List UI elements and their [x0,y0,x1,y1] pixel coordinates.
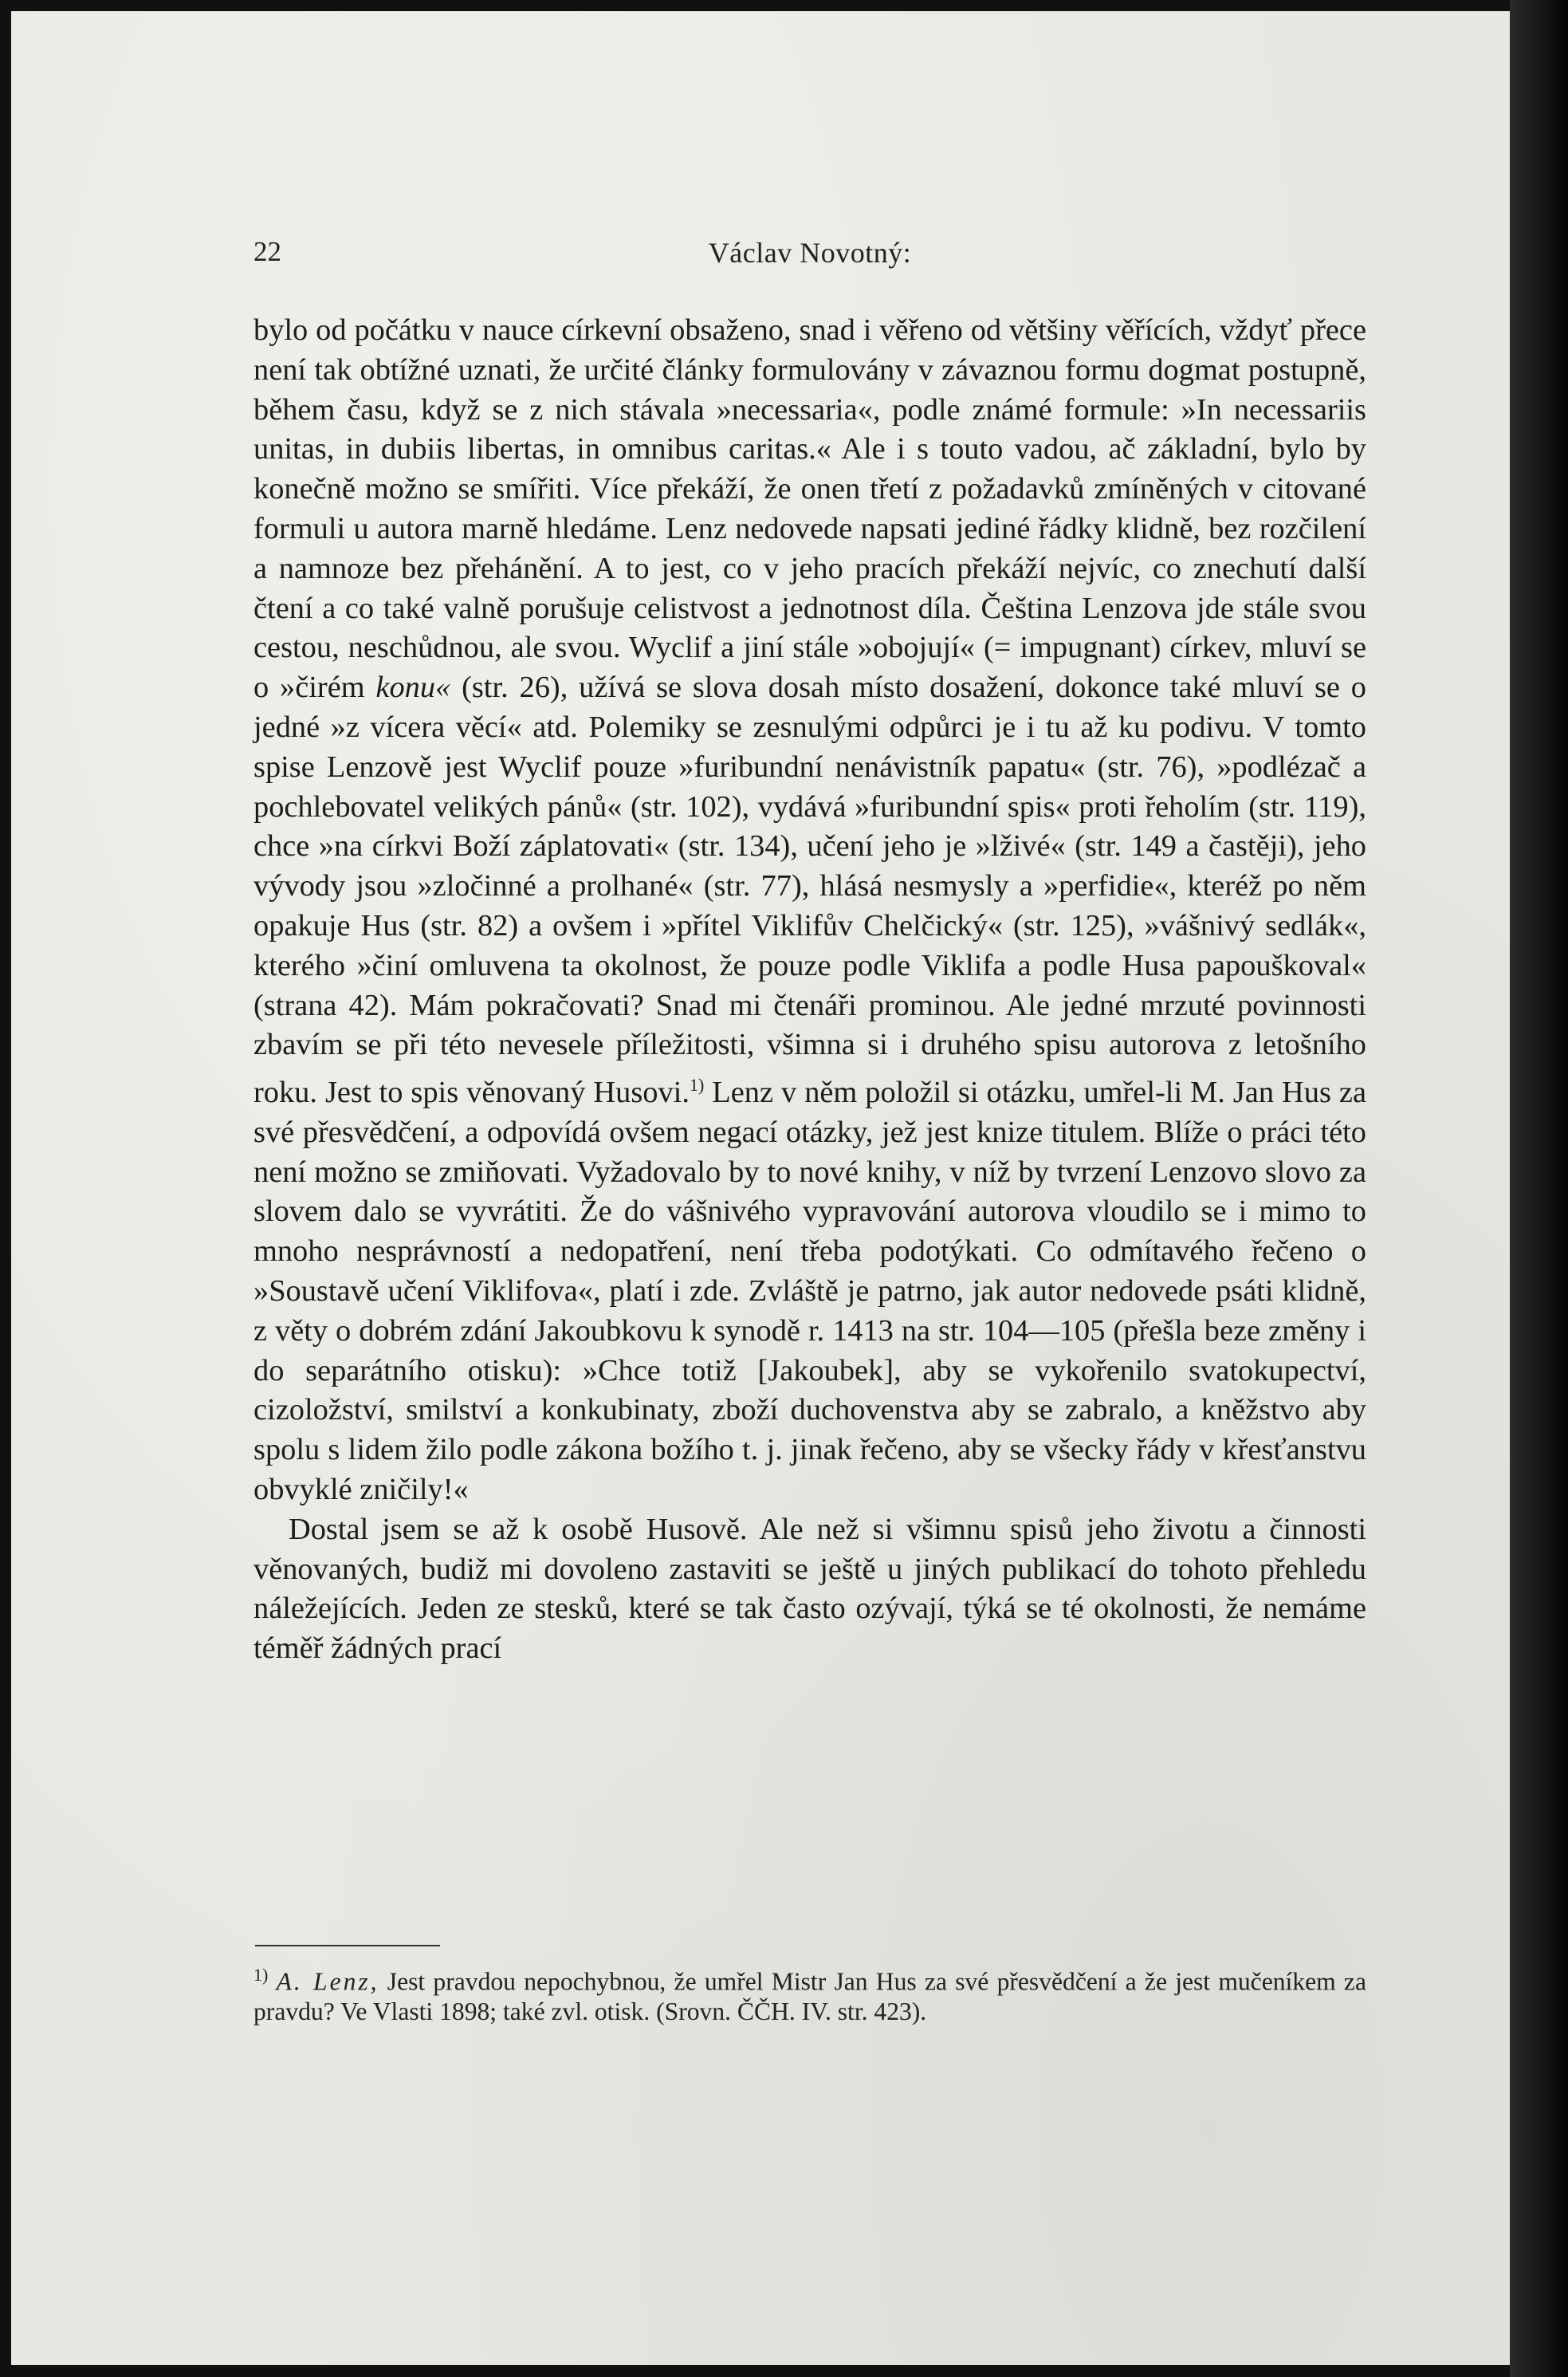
page-edge-shadow [1510,0,1568,2377]
paragraph-1 [253,311,1366,1510]
page-number: 22 [253,236,281,267]
footnote-divider [255,1945,440,1946]
running-head: Václav Novotný: [708,237,912,269]
footnote-text: Jest pravdou nepochybnou, že umřel Mistr Jan Hus za své přesvědčení a že jest mučeníkem za pravdu? Ve Vlasti 1898; také zvl. otisk. (Srovn. ČČH. IV. str. 423). [253,1967,1366,2025]
paragraph-1-text-end: Lenz v něm položil si otázku, umřel-li M. Jan Hus za své přesvědčení, a odpovídá ovšem negací otázky, jež jest knize titulem. Blíže o práci této není možno se zmiňovati. Vyžadovalo by to nové knihy, v níž by tvrzení Lenzovo slovo za slovem dalo se vyvrátiti. Že do vášnivého vypravování autorova vloudilo se i mimo to mnoho nesprávností a nedopatření, není třeba podotýkati. Co odmítavého řečeno o »Soustavě učení Viklifova«, platí i zde. Zvláště je patrno, jak autor nedovede psáti klidně, z věty o dobrém zdání Jakoubkovu k synodě r. 1413 na str. 104—105 (přešla beze změny i do separátního otisku): »Chce totiž [Jakoubek], aby se vykořenilo svatokupectví, cizoložství, smilství a konkubinaty, zboží duchovenstva aby se zabralo, a kněžstvo aby spolu s lidem žilo podle zákona božího t. j. jinak řečeno, aby se všecky řády v křesťanstvu obvyklé zničily!« [253,1075,1366,1506]
paragraph-2 [253,1510,1366,1669]
paragraph-1-text-after: (str. 26), užívá se slova dosah místo dosažení, dokonce také mluví se o jedné »z vícera věcí« atd. Polemiky se zesnulými odpůrci je i tu až ku podivu. V tomto spise Lenzově jest Wyclif pouze »furibundní nenávistník papatu« (str. 76), »podlézač a pochlebovatel velikých pánů« (str. 102), vydává »furibundní spis« proti řeholím (str. 119), chce »na církvi Boží záplatovati« (str. 134), učení jeho je »lživé« (str. 149 a častěji), jeho vývody jsou »zločinné a prolhané« (str. 77), hlásá nesmysly a »perfidie«, kteréž po něm opakuje Hus (str. 82) a ovšem i »přítel Viklifův Chelčický« (str. 125), »vášnivý sedlák«, kterého »činí omluvena ta okolnost, že pouze podle Viklifa a podle Husa papouškoval« (strana 42). Mám pokračovati? Snad mi čtenáři prominou. Ale jedné mrzuté povinnosti zbavím se při této nevesele příležitosti, všimna si i druhého spisu autorova z letošního roku. Jest to spis věnovaný Husovi. [253,671,1366,1109]
footnote-reference: 1) [689,1075,705,1096]
paragraph-1-italic: konu« [375,671,451,705]
footnote-author: A. Lenz, [276,1967,379,1996]
footnote [253,1960,1366,2026]
paragraph-2-text: Dostal jsem se až k osobě Husově. Ale než si všimnu spisů jeho životu a činnosti věnovaných, budiž mi dovoleno zastaviti se ještě u jiných publikací do tohoto přehledu náležejících. Jeden ze stesků, které se tak často ozývají, týká se té okolnosti, že nemáme téměř žádných prací [253,1512,1366,1666]
page-header [253,236,1366,276]
main-text [253,311,1366,1669]
paragraph-1-text: bylo od počátku v nauce církevní obsaženo, snad i věřeno od většiny věřících, vždyť přece není tak obtížné uznati, že určité články formulovány v závaznou formu dogmat postupně, během času, když se z nich stávala »necessaria«, podle známé formule: »In necessariis unitas, in dubiis libertas, in omnibus caritas.« Ale i s touto vadou, ač základní, bylo by konečně možno se smířiti. Více překáží, že onen třetí z požadavků zmíněných v citované formuli u autora marně hledáme. Lenz nedovede napsati jediné řádky klidně, bez rozčilení a namnoze bez přehánění. A to jest, co v jeho pracích překáží nejvíc, co znechutí další čtení a co také valně porušuje celistvost a jednotnost díla. Čeština Lenzova jde stále svou cestou, neschůdnou, ale svou. Wyclif a jiní stále »obojují« (= impugnant) církev, mluví se o »čirém [253,313,1366,705]
footnote-mark: 1) [253,1965,269,1985]
